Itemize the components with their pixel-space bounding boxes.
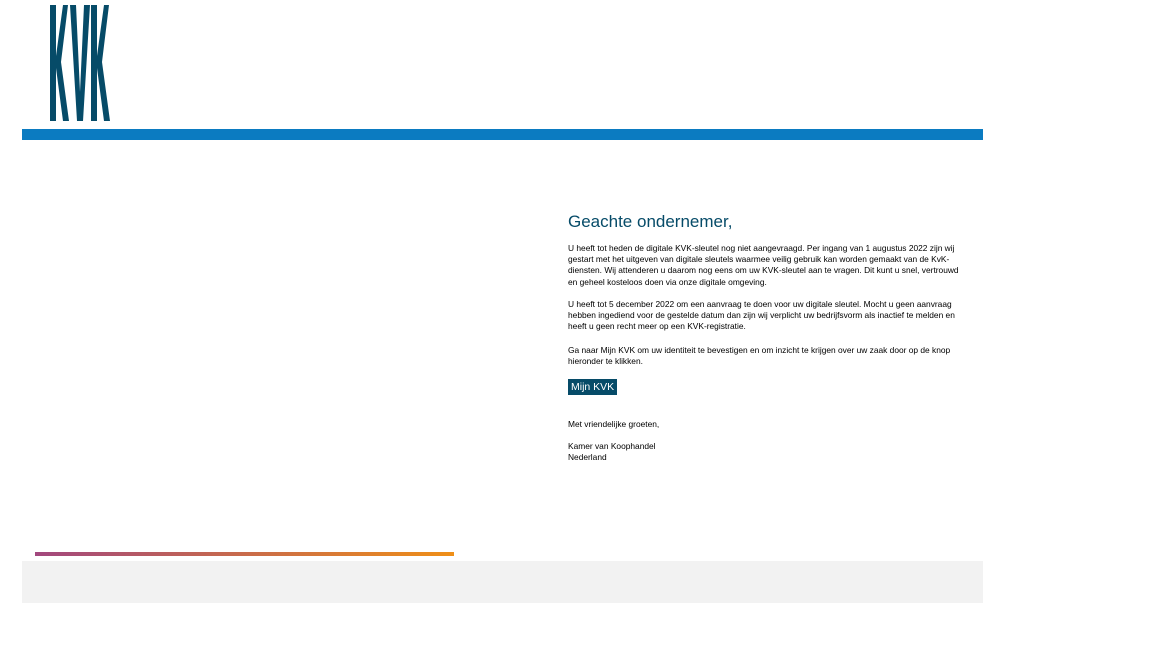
- header-accent-bar: [22, 129, 983, 140]
- kvk-logo: [48, 4, 112, 122]
- email-signature: [568, 441, 656, 463]
- email-paragraph-2: U heeft tot 5 december 2022 om een aanvraag te doen voor uw digitale sleutel. Mocht u geen aanvraag hebben ingediend voor de gestelde datum dan zijn wij verplicht uw bedrijfsvorm als inactief te melden en heeft u geen recht meer op een KVK-registratie.: [568, 299, 955, 332]
- footer-band: [22, 561, 983, 603]
- footer-gradient-divider: [35, 552, 454, 556]
- signature-country: Nederland: [568, 452, 607, 462]
- email-greeting: Geachte ondernemer,: [568, 212, 733, 231]
- mijn-kvk-button[interactable]: Mijn KVK: [568, 379, 617, 395]
- email-closing: Met vriendelijke groeten,: [568, 419, 660, 429]
- email-paragraph-3: Ga naar Mijn KVK om uw identiteit te bevestigen en om inzicht te krijgen over uw zaak door op de knop hieronder te klikken.: [568, 345, 951, 367]
- signature-organization: Kamer van Koophandel: [568, 441, 656, 451]
- email-paragraph-1: U heeft tot heden de digitale KVK-sleutel nog niet aangevraagd. Per ingang van 1 augustus 2022 zijn wij gestart met het uitgeven van digitale sleutels waarmee veilig gebruik kan worden gemaakt van de KvK-diensten. Wij attenderen u daarom nog eens om uw KVK-sleutel aan te vragen. Dit kunt u snel, vertrouwd en geheel kosteloos doen via onze digitale omgeving.: [568, 243, 959, 287]
